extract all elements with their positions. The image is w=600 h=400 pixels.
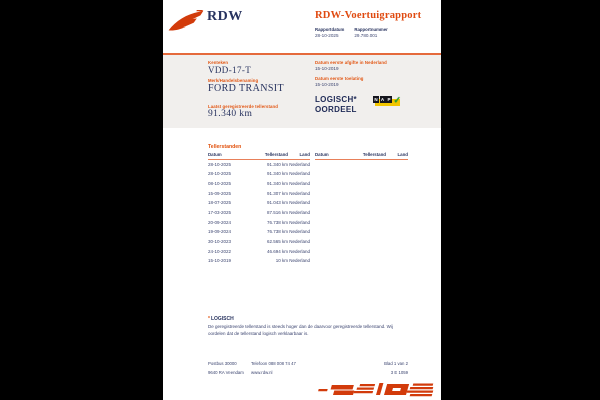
table-cell: 87.516 km [266, 210, 288, 216]
table-cell: 18-07-2025 [208, 200, 232, 206]
table-header-row [315, 152, 408, 160]
table-cell: 76.738 km [266, 219, 288, 225]
footer-phone: Telefoon 088 008 74 47 [251, 361, 296, 366]
report-number-block [354, 27, 387, 39]
table-cell: Nederland [289, 210, 310, 216]
kenteken-label: Kenteken [208, 60, 229, 65]
oordeel-line1: LOGISCH* [315, 95, 357, 104]
rdw-wordmark: RDW [207, 9, 243, 24]
table-cell: 15-09-2025 [208, 190, 232, 196]
afgifte-value: 15-10-2019 [315, 66, 339, 71]
report-number-label: Rapportnummer [354, 27, 388, 32]
footnote-title-text: LOGISCH [210, 316, 234, 322]
toelating-label: Datum eerste toelating [315, 76, 364, 81]
table-row [208, 198, 310, 208]
report-date-value: 28-10-2025 [315, 33, 339, 38]
table-cell: Nederland [289, 219, 310, 225]
table-cell: Nederland [289, 190, 310, 196]
tellerstand-label: Laatst geregistreerde tellerstand [208, 104, 278, 109]
table-header-row [208, 152, 310, 160]
table-cell: 76.738 km [266, 229, 288, 235]
table-cell: 91.340 km [266, 161, 288, 167]
table-row [208, 246, 310, 256]
col-tellerstand: Tellerstand [362, 152, 386, 157]
table-row [208, 208, 310, 218]
footnote-title [208, 316, 404, 322]
table-row [208, 256, 310, 266]
table-row [208, 237, 310, 247]
footer-page-indicator: Blad 1 van 2 [384, 361, 408, 366]
table-cell: 20-09-2024 [208, 219, 232, 225]
table-cell: 15-10-2019 [208, 258, 232, 264]
table-cell: 46.694 km [266, 248, 288, 254]
header-right [315, 10, 435, 39]
table-cell: 91.043 km [266, 200, 288, 206]
table-cell: Nederland [289, 258, 310, 264]
tellerstanden-table-right [315, 152, 408, 160]
table-cell: 91.340 km [266, 181, 288, 187]
table-cell: 10 km [275, 258, 288, 264]
col-land: Land [299, 152, 310, 157]
report-date-block [315, 27, 344, 39]
rdw-wing-logo-icon [168, 9, 204, 35]
footer-address-line1: Postbus 30000 [208, 361, 237, 366]
report-number-value: 29.780.001 [354, 33, 378, 38]
report-page [163, 0, 441, 400]
vehicle-info-panel [163, 53, 441, 128]
table-cell: 19-09-2024 [208, 229, 232, 235]
table-row [208, 169, 310, 179]
table-cell: 30-10-2023 [208, 238, 232, 244]
footer-address-line2: 9640 RA Veendam [208, 370, 244, 375]
report-date-label: Rapportdatum [315, 27, 345, 32]
afgifte-label: Datum eerste afgifte in Nederland [315, 60, 387, 65]
table-cell: 08-10-2025 [208, 181, 232, 187]
nap-letter-a: A [380, 97, 385, 102]
table-row [208, 188, 310, 198]
footnote [208, 316, 404, 337]
tellerstanden-title: Tellerstanden [208, 144, 242, 150]
footer-website: www.rdw.nl [251, 370, 273, 375]
table-cell: 91.307 km [266, 190, 288, 196]
footnote-text: De geregistreerde tellerstand is steeds hoger dan de daarvoor geregistreerde tellerstand. Wij oordelen dat de tellerstand logisch verklaarbaar is. [208, 324, 393, 336]
table-row [208, 217, 310, 227]
report-meta [315, 27, 435, 39]
report-title: RDW-Voertuigrapport [315, 10, 422, 21]
col-tellerstand: Tellerstand [264, 152, 288, 157]
toelating-value: 15-10-2019 [315, 82, 339, 87]
col-datum: Datum [315, 152, 329, 157]
table-cell: Nederland [289, 161, 310, 167]
table-cell: Nederland [289, 248, 310, 254]
oordeel-line2: OORDEEL [315, 105, 357, 114]
table-cell: Nederland [289, 200, 310, 206]
tellerstand-value: 91.340 km [208, 109, 253, 119]
table-cell: 24-10-2022 [208, 248, 232, 254]
nap-letter-p: P [387, 97, 391, 102]
nap-logo [373, 96, 400, 107]
table-row [208, 160, 310, 170]
footer-form-code: 3 E 1059 [390, 370, 408, 375]
tellerstanden-table-left [208, 152, 310, 266]
merk-label: Merk/Handelsbenaming [208, 78, 259, 83]
table-cell: Nederland [289, 181, 310, 187]
col-land: Land [397, 152, 408, 157]
col-datum: Datum [208, 152, 222, 157]
kenteken-value: VDD-17-T [208, 65, 252, 75]
table-row [208, 227, 310, 237]
teller-table-body [208, 160, 310, 266]
rdw-stripes-graphic [313, 381, 441, 400]
table-cell: 62.565 km [266, 238, 288, 244]
table-cell: 91.340 km [266, 171, 288, 177]
table-cell: 28-10-2025 [208, 171, 232, 177]
table-row [208, 179, 310, 189]
footnote-asterisk: * [208, 316, 210, 322]
table-cell: 28-10-2025 [208, 161, 232, 167]
nap-check-icon: ✓ [393, 95, 401, 105]
nap-letter-n: N [374, 97, 378, 102]
table-cell: Nederland [289, 171, 310, 177]
table-cell: 17-03-2025 [208, 210, 232, 216]
merk-value: FORD TRANSIT [208, 83, 285, 94]
table-cell: Nederland [289, 238, 310, 244]
table-cell: Nederland [289, 229, 310, 235]
